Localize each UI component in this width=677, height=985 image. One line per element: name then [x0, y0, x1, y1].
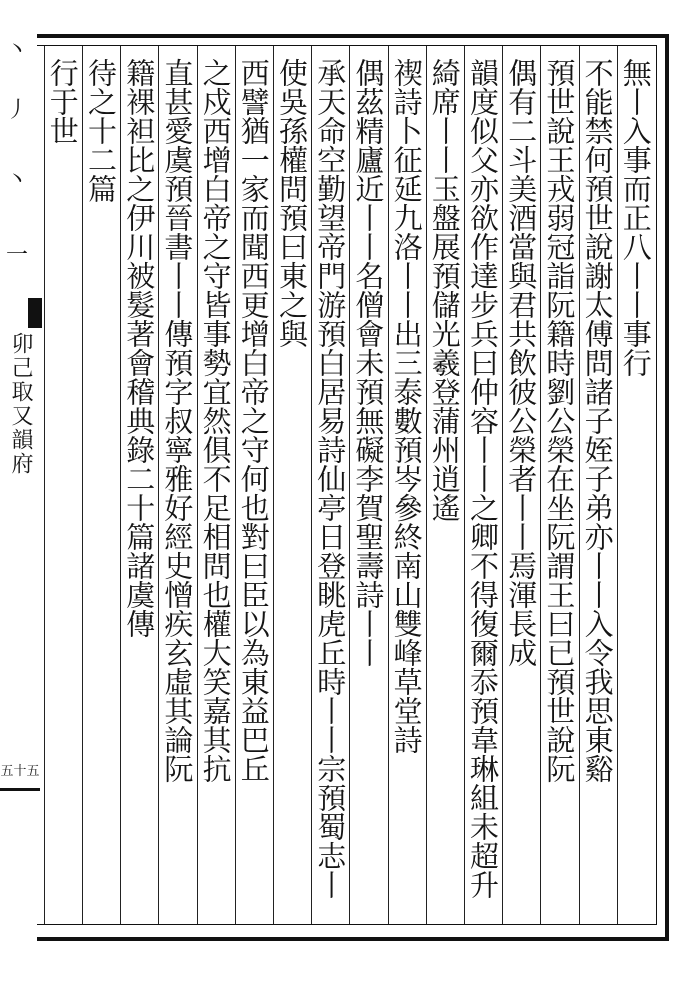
text-column: 行于世: [45, 58, 80, 145]
text-column: 使吳孫權問預曰東之與: [275, 58, 309, 348]
text-column: 偶有二斗美酒當與君共飲彼公榮者丨丨焉渾長成: [504, 58, 539, 667]
text-column: 預世說王戎弱冠詣阮籍時劉公榮在坐阮謂王曰已預世說阮: [542, 58, 577, 783]
margin-mark: 丶: [6, 38, 29, 63]
text-column: 之戍西增白帝之守皆事勢宜然俱不足相問也權大笑嘉其抗: [198, 58, 233, 783]
text-column: 韻度似父亦欲作達步兵曰仲容丨丨之卿不得復爾忝預韋琳組未超升: [466, 58, 500, 899]
margin-mark: 一: [6, 243, 29, 268]
folio-rule: [0, 788, 40, 791]
text-column: 待之十二篇: [84, 58, 118, 203]
text-column: 西譬猶一家而聞西更增白帝之守何也對曰臣以為東益巴丘: [236, 58, 271, 783]
margin-mark: 丶: [6, 168, 29, 193]
text-column: 承天命空勤望帝門游預白居易詩仙亭日登眺虎丘時丨丨宗預蜀志丨: [313, 58, 348, 899]
text-column: 無丨入事而正八丨丨事行: [618, 58, 653, 377]
margin-mark: 丿: [6, 98, 29, 123]
text-column: 不能禁何預世說謝太傅問諸子姪子弟亦丨丨入令我思東谿: [580, 58, 615, 783]
margin-marks: [0, 40, 30, 270]
folio-number: 五十五: [0, 764, 40, 779]
text-column: 偶茲精廬近丨丨名僧會未預無礙李賀聖壽詩丨丨: [351, 58, 386, 667]
margin-book-title: 卯己取又韻府: [8, 332, 33, 476]
text-column: 綺席丨丨玉盤展預儲光羲登蒲州逍遙: [427, 58, 462, 522]
text-column: 籍裸袒比之伊川被髮著會稽典錄二十篇諸虞傳: [122, 58, 157, 638]
text-column: 禊詩卜征延九洛丨丨出三泰數預岑參終南山雙峰草堂詩: [389, 58, 424, 754]
text-column: 直甚愛虞預晉書丨丨傳預字叔寧雅好經史憎疾玄虛其論阮: [160, 58, 195, 783]
